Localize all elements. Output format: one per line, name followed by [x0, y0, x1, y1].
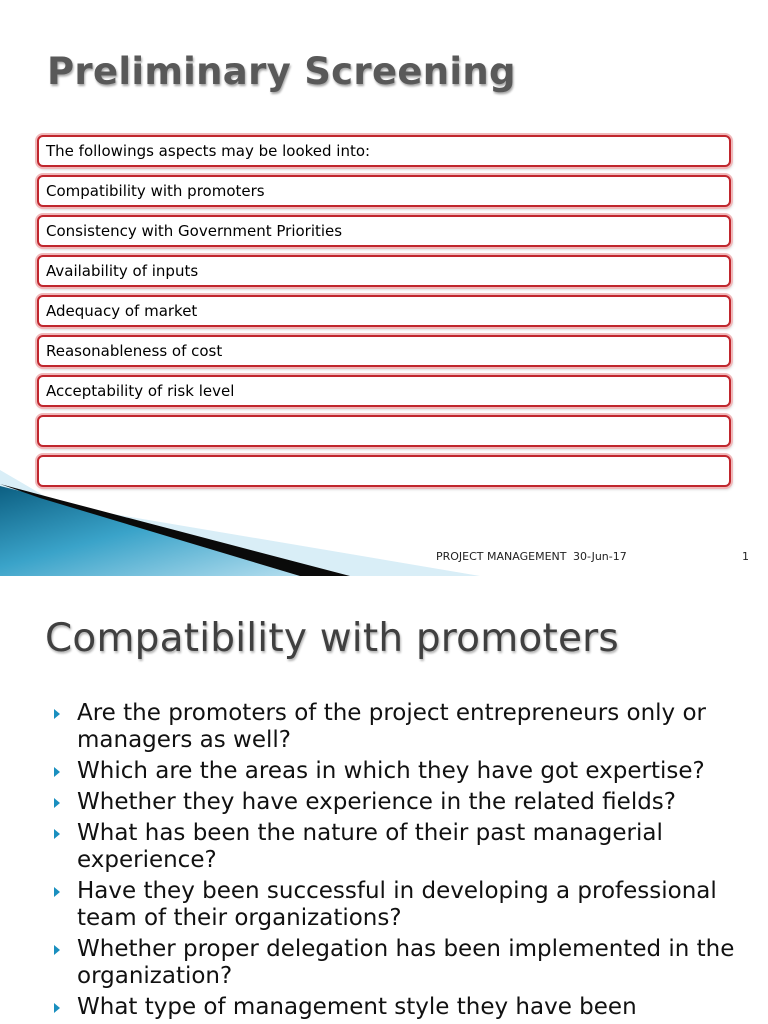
- bullet-arrow-icon: [54, 887, 60, 897]
- bullet-item: [54, 820, 744, 874]
- footer-date: 30-Jun-17: [573, 550, 627, 563]
- aspect-box: The followings aspects may be looked into:: [37, 135, 731, 167]
- bullet-arrow-icon: [54, 798, 60, 808]
- bullet-item: [54, 789, 744, 816]
- aspect-box: Reasonableness of cost: [37, 335, 731, 367]
- aspect-box: Acceptability of risk level: [37, 375, 731, 407]
- aspect-box-empty: [37, 415, 731, 447]
- slide-2: [0, 576, 768, 1024]
- bullet-arrow-icon: [54, 709, 60, 719]
- footer-title: PROJECT MANAGEMENT: [436, 550, 567, 563]
- bullet-text: Have they been successful in developing a professional team of their organizations?: [77, 878, 717, 931]
- bullet-text: Whether they have experience in the related fields?: [77, 789, 676, 815]
- bullet-text: Are the promoters of the project entrepreneurs only or managers as well?: [77, 700, 706, 753]
- bullet-item: [54, 936, 744, 990]
- bullet-item: [54, 700, 744, 754]
- bullet-item: [54, 878, 744, 932]
- bullet-text: What has been the nature of their past managerial experience?: [77, 820, 663, 873]
- slide-title: Compatibility with promoters: [45, 616, 619, 661]
- bullet-arrow-icon: [54, 767, 60, 777]
- aspect-box: Adequacy of market: [37, 295, 731, 327]
- bullet-text: Which are the areas in which they have got expertise?: [77, 758, 705, 784]
- aspect-box: Consistency with Government Priorities: [37, 215, 731, 247]
- bullet-item: [54, 994, 744, 1021]
- slide-title: Preliminary Screening: [47, 50, 516, 93]
- page-number: 1: [742, 550, 749, 563]
- bullet-arrow-icon: [54, 945, 60, 955]
- bullet-arrow-icon: [54, 829, 60, 839]
- aspect-box: Availability of inputs: [37, 255, 731, 287]
- bullet-text: Whether proper delegation has been implemented in the organization?: [77, 936, 735, 989]
- aspects-list: [37, 135, 731, 495]
- aspect-box: Compatibility with promoters: [37, 175, 731, 207]
- bullet-arrow-icon: [54, 1003, 60, 1013]
- decorative-swoosh: [0, 470, 480, 576]
- bullet-item: [54, 758, 744, 785]
- bullet-list: [54, 700, 744, 1024]
- bullet-text: What type of management style they have been: [77, 994, 637, 1020]
